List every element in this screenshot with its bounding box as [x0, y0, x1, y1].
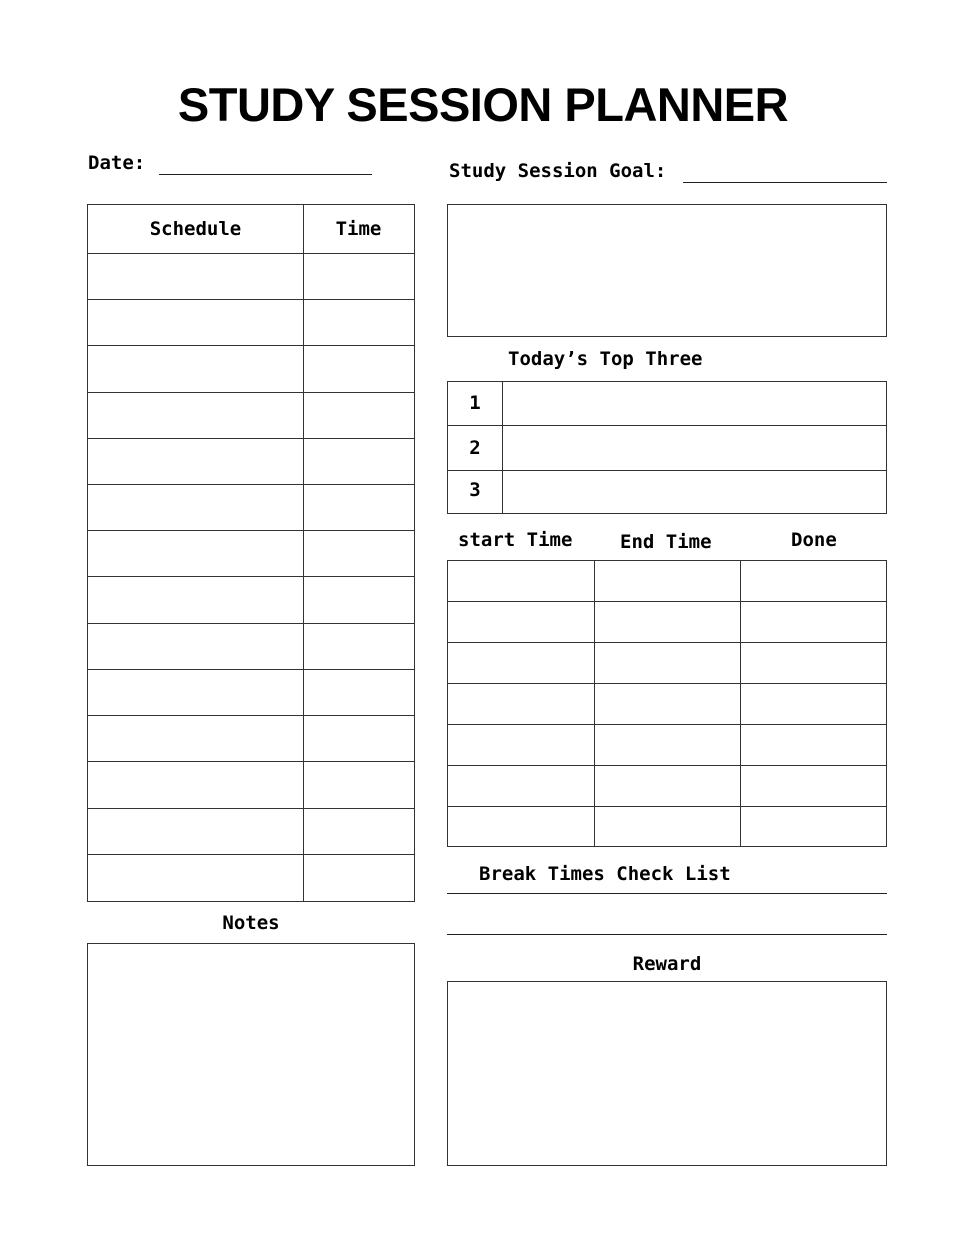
table-row[interactable] [448, 642, 886, 643]
goal-field[interactable] [683, 182, 887, 183]
break-line[interactable] [447, 893, 887, 894]
column-divider [594, 561, 595, 846]
start-time-header: start Time [458, 529, 573, 551]
table-row[interactable] [88, 392, 414, 393]
table-row[interactable] [88, 761, 414, 762]
done-header: Done [791, 529, 837, 551]
page-title: STUDY SESSION PLANNER [177, 78, 789, 131]
reward-heading: Reward [632, 953, 702, 975]
goal-box[interactable] [447, 204, 887, 337]
table-row[interactable] [88, 576, 414, 577]
goal-label: Study Session Goal: [449, 160, 667, 182]
table-row[interactable] [88, 530, 414, 531]
top-three-number: 1 [469, 392, 481, 414]
top-three-number: 3 [469, 479, 481, 501]
table-row[interactable] [88, 808, 414, 809]
table-row[interactable] [88, 438, 414, 439]
end-time-header: End Time [620, 531, 712, 553]
table-row[interactable] [88, 253, 414, 254]
schedule-header: Schedule [149, 218, 242, 240]
top-three-divider [502, 382, 503, 513]
top-three-heading: Today’s Top Three [508, 348, 703, 370]
table-row[interactable] [448, 724, 886, 725]
break-times-heading: Break Times Check List [479, 863, 731, 885]
table-row[interactable] [448, 683, 886, 684]
table-row[interactable] [448, 425, 886, 426]
table-row[interactable] [88, 669, 414, 670]
top-three-number: 2 [469, 437, 481, 459]
date-label: Date: [88, 152, 146, 174]
table-row[interactable] [88, 715, 414, 716]
time-table [447, 560, 887, 847]
table-row[interactable] [448, 806, 886, 807]
table-row[interactable] [448, 601, 886, 602]
time-header: Time [335, 218, 382, 240]
schedule-table [87, 204, 415, 902]
table-row[interactable] [88, 484, 414, 485]
table-row[interactable] [88, 854, 414, 855]
reward-box[interactable] [447, 981, 887, 1166]
table-row[interactable] [88, 299, 414, 300]
date-field[interactable] [159, 174, 372, 175]
schedule-column-divider [303, 205, 304, 901]
column-divider [740, 561, 741, 846]
notes-heading: Notes [222, 912, 280, 934]
table-row[interactable] [448, 470, 886, 471]
break-line[interactable] [447, 934, 887, 935]
notes-box[interactable] [87, 943, 415, 1166]
table-row[interactable] [448, 765, 886, 766]
table-row[interactable] [88, 345, 414, 346]
table-row[interactable] [88, 623, 414, 624]
top-three-table [447, 381, 887, 514]
